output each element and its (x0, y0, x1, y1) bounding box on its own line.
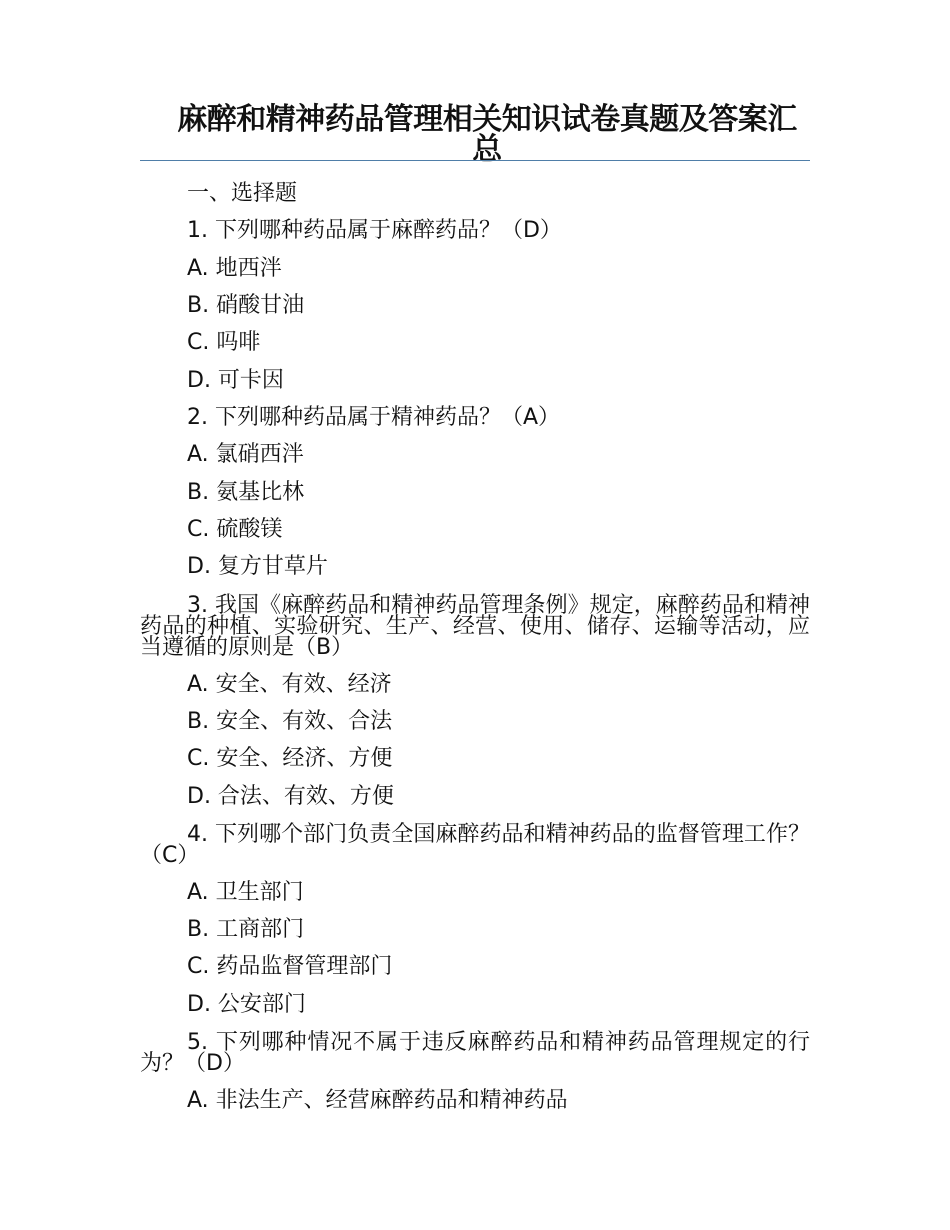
question-2: 2. 下列哪种药品属于精神药品？（A） (187, 405, 561, 430)
q4-option-d: D. 公安部门 (187, 992, 306, 1017)
q3-option-b: B. 安全、有效、合法 (187, 709, 393, 734)
q3-option-c: C. 安全、经济、方便 (187, 746, 393, 771)
q1-option-d: D. 可卡因 (187, 368, 284, 393)
q1-option-a: A. 地西泮 (187, 256, 282, 281)
q1-option-c: C. 吗啡 (187, 330, 261, 355)
q1-option-b: B. 硝酸甘油 (187, 293, 305, 318)
q4-option-a: A. 卫生部门 (187, 880, 304, 905)
q3-option-a: A. 安全、有效、经济 (187, 672, 392, 697)
q5-option-a: A. 非法生产、经营麻醉药品和精神药品 (187, 1088, 568, 1113)
question-4: 4. 下列哪个部门负责全国麻醉药品和精神药品的监督管理工作？（C） (140, 822, 810, 868)
q2-option-a: A. 氯硝西泮 (187, 442, 304, 467)
question-1: 1. 下列哪种药品属于麻醉药品？（D） (187, 218, 562, 243)
q4-option-b: B. 工商部门 (187, 917, 305, 942)
q2-option-c: C. 硫酸镁 (187, 517, 283, 542)
question-3: 3. 我国《麻醉药品和精神药品管理条例》规定，麻醉药品和精神药品的种植、实验研究、生产、经营、使用、储存、运输等活动，应当遵循的原则是（B） (140, 593, 810, 660)
section-heading: 一、选择题 (187, 181, 298, 206)
q2-option-b: B. 氨基比林 (187, 480, 305, 505)
title-underline (140, 160, 810, 161)
q4-option-c: C. 药品监督管理部门 (187, 954, 393, 979)
q3-option-d: D. 合法、有效、方便 (187, 784, 394, 809)
document-title: 麻醉和精神药品管理相关知识试卷真题及答案汇总 (177, 102, 797, 167)
q2-option-d: D. 复方甘草片 (187, 554, 328, 579)
question-5: 5. 下列哪种情况不属于违反麻醉药品和精神药品管理规定的行为？（D） (140, 1030, 810, 1076)
